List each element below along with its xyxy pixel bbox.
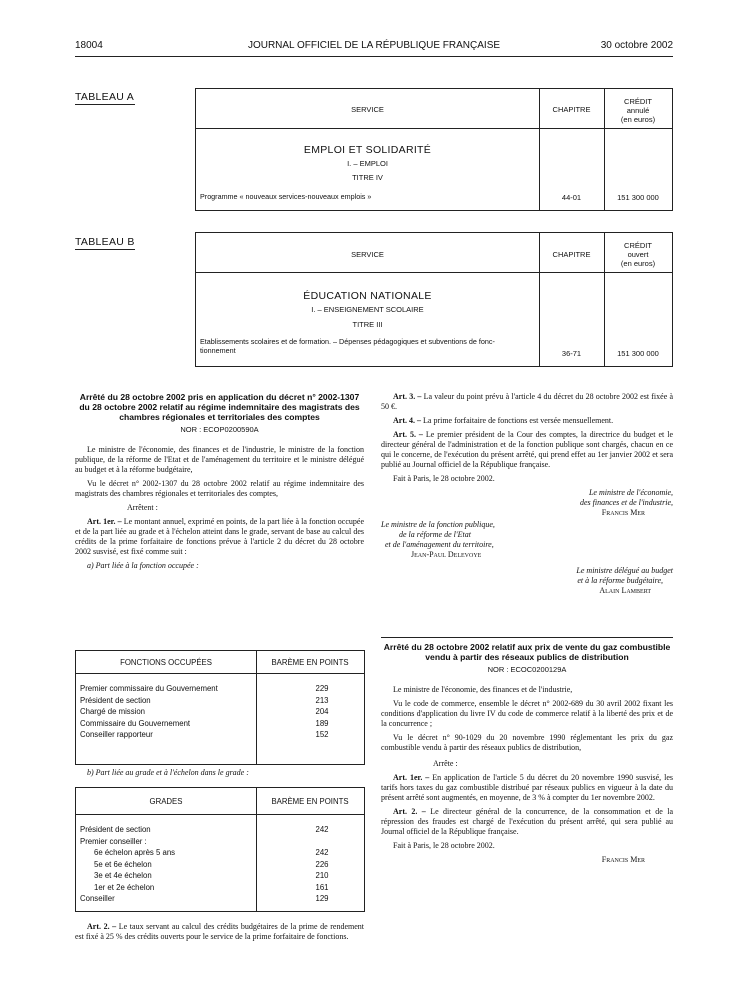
signature-line: Le ministre de l'économie, xyxy=(588,488,673,497)
chapitre-value: 44-01 xyxy=(561,193,582,202)
art-text: La prime forfaitaire de fonctions est versée mensuellement. xyxy=(423,416,614,425)
col-credit-line: (en euros) xyxy=(620,259,656,268)
arrete2-paragraph: Vu le code de commerce, ensemble le décret n° 2002-689 du 30 avril 2002 fixant les conditions d'application du livre IV du code de commerce relatif à la liberté des prix et de la concurrence ; xyxy=(381,699,673,728)
section-title: I. – ENSEIGNEMENT SCOLAIRE xyxy=(311,305,424,314)
arrete2 xyxy=(381,642,673,865)
ministry-title: ÉDUCATION NATIONALE xyxy=(303,290,432,302)
tableau-b-label: TABLEAU B xyxy=(75,236,135,248)
col-service: SERVICE xyxy=(351,250,384,259)
col-grades: GRADES xyxy=(149,797,183,806)
credit-value: 151 300 000 xyxy=(617,349,659,358)
right-column xyxy=(381,392,673,596)
row-label: Chargé de mission xyxy=(80,707,146,716)
art-label: Art. 4. – xyxy=(393,416,421,425)
row-points: 129 xyxy=(315,894,329,903)
art-text: Le taux servant au calcul des crédits budgétaires de la prime de rendement est fixé à 25 % des crédits ouverts pour le service de la prime forfaitaire de fonctions. xyxy=(75,922,365,941)
row-label: Commissaire du Gouvernement xyxy=(80,718,191,728)
table-row xyxy=(80,871,364,881)
art-label: Art. 1er. – xyxy=(393,773,430,782)
art-label: Art. 3. – xyxy=(393,392,422,401)
arrete1-art2 xyxy=(75,922,364,942)
col-credit-line: CRÉDIT xyxy=(624,97,652,106)
row-label: Premier conseiller : xyxy=(80,836,147,846)
table-row xyxy=(80,837,364,847)
row-points: 204 xyxy=(315,707,329,716)
signatory-name: Francis Mer xyxy=(601,508,645,517)
table-row xyxy=(80,707,364,717)
arrete2-arrete: Arrête : xyxy=(433,759,458,768)
art-text: La valeur du point prévu à l'article 4 du décret du 28 octobre 2002 est fixée à 50 €. xyxy=(381,392,673,411)
row-points: 213 xyxy=(315,695,329,705)
arrete1-fait: Fait à Paris, le 28 octobre 2002. xyxy=(393,474,495,483)
tableau-b xyxy=(195,232,673,367)
arrete1-nor: NOR : ECOP0200590A xyxy=(180,425,259,434)
table-row xyxy=(80,894,364,904)
table-row xyxy=(80,730,364,740)
row-points: 189 xyxy=(315,718,329,728)
art-text: Le directeur général de la concurrence, de la consommation et de la répression des fraudes est chargé de l'exécution du présent arrêté, qui sera publié au Journal officiel de la République française. xyxy=(381,807,673,836)
row-points: 242 xyxy=(315,825,329,834)
art-label: Art. 2. – xyxy=(87,922,117,931)
art-text: Le montant annuel, exprimé en points, de la part liée à la fonction occupée et de la part liée au grade et à l'échelon atteint dans le grade, servant de base au calcul des crédits de la prime forfaitaire de fonctions prévue à l'article 2 du décret du 28 octobre 2002 susvisé, est fixé comme suit : xyxy=(75,517,365,556)
row-points: 242 xyxy=(315,848,329,857)
col-service: SERVICE xyxy=(351,105,384,114)
signature-1 xyxy=(381,488,673,518)
titre-label: TITRE IV xyxy=(352,173,383,182)
program-text xyxy=(200,337,535,355)
row-label: 6e échelon après 5 ans xyxy=(94,848,176,857)
row-label: Conseiller xyxy=(80,894,115,903)
row-points: 226 xyxy=(315,859,329,869)
left-column xyxy=(75,392,364,575)
signatory-name: Alain Lambert xyxy=(599,586,651,595)
col-credit xyxy=(604,97,672,124)
row-label: 3e et 4e échelon xyxy=(94,871,152,880)
arrete1-arretent: Arrêtent : xyxy=(127,503,158,512)
col-fonctions: FONCTIONS OCCUPÉES xyxy=(120,658,212,667)
table-fonctions xyxy=(75,650,365,765)
header-date: 30 octobre 2002 xyxy=(600,40,673,51)
arrete2-paragraph: Le ministre de l'économie, des finances et de l'industrie, xyxy=(393,685,573,694)
page-number: 18004 xyxy=(75,40,103,51)
program-text: Programme « nouveaux services-nouveaux emplois » xyxy=(200,192,372,201)
arrete2-nor: NOR : ECOC0200129A xyxy=(487,665,567,674)
program-line: tionnement xyxy=(200,346,236,355)
arrete2-art1 xyxy=(381,773,673,803)
col-credit-line: (en euros) xyxy=(620,115,656,124)
part-b-label: b) Part liée au grade et à l'échelon dans le grade : xyxy=(87,768,249,777)
col-chapitre: CHAPITRE xyxy=(552,250,591,259)
row-points: 229 xyxy=(315,684,329,693)
page-header xyxy=(75,40,673,54)
table-grades xyxy=(75,787,365,912)
row-label: Président de section xyxy=(80,695,151,705)
arrete1-art1 xyxy=(75,517,364,557)
art-text: Le premier président de la Cour des comptes, la directrice du budget et le directeur général de l'administration et de la fonction publique sont chargés, chacun en ce qui le concerne, de l'exécution du présent arrêté, qui prend effet au 1er janvier 2002 et sera publié au Journal officiel de la République française. xyxy=(381,430,673,469)
arrete2-art2 xyxy=(381,807,673,837)
tableau-a xyxy=(195,88,673,211)
arrete1-art5 xyxy=(381,430,673,470)
arrete1-paragraph: Le ministre de l'économie, des finances et de l'industrie, le ministre de la fonction publique, de la réforme de l'Etat et de l'aménagement du territoire et le ministre délégué au budget et à la réforme budgétaire, xyxy=(75,445,364,474)
signature-line: Le ministre délégué au budget xyxy=(576,566,673,575)
arrete2-fait: Fait à Paris, le 28 octobre 2002. xyxy=(393,841,495,850)
titre-label: TITRE III xyxy=(352,320,383,329)
col-credit-line: CRÉDIT xyxy=(624,241,652,250)
table-row xyxy=(80,883,364,893)
col-chapitre: CHAPITRE xyxy=(552,105,591,114)
table-row xyxy=(80,825,364,835)
art-text: En application de l'article 5 du décret du 20 novembre 1990 susvisé, les tarifs hors taxes du gaz combustible distribué par réseaux publics en vigueur à la date du présent arrêté sont augmentés, en moyenne, de 3 % à compter du 1er novembre 2002. xyxy=(381,773,674,802)
signature-3 xyxy=(381,566,673,596)
row-points: 152 xyxy=(315,730,329,739)
chapitre-value: 36-71 xyxy=(561,349,582,358)
table-row xyxy=(80,860,364,870)
art-label: Art. 5. – xyxy=(393,430,423,439)
table-row xyxy=(80,719,364,729)
art-label: Art. 1er. – xyxy=(87,517,122,526)
col-credit-line: annulé xyxy=(626,106,650,115)
table-row xyxy=(80,848,364,858)
signature-line: et de l'aménagement du territoire, xyxy=(385,540,494,549)
signature-line: des finances et de l'industrie, xyxy=(579,498,673,507)
section-divider xyxy=(381,637,673,638)
program-line: Etablissements scolaires et de formation. – Dépenses pédagogiques et subventions de fonc- xyxy=(200,337,495,346)
row-label: Président de section xyxy=(80,825,151,834)
ministry-title: EMPLOI ET SOLIDARITÉ xyxy=(303,144,432,156)
art2-block xyxy=(75,922,364,946)
row-points: 210 xyxy=(315,871,329,880)
row-points: 161 xyxy=(315,882,329,892)
arrete2-title: Arrêté du 28 octobre 2002 relatif aux prix de vente du gaz combustible vendu à partir des réseaux publics de distribution xyxy=(383,642,671,662)
credit-value: 151 300 000 xyxy=(617,193,659,202)
signature-line: de la réforme de l'Etat xyxy=(399,530,471,539)
signatory-name: Francis Mer xyxy=(601,855,645,864)
arrete1-art4 xyxy=(381,416,673,426)
part-a-label: a) Part liée à la fonction occupée : xyxy=(87,561,199,570)
journal-title: JOURNAL OFFICIEL DE LA RÉPUBLIQUE FRANÇAISE xyxy=(247,40,501,51)
col-credit xyxy=(604,241,672,268)
signature-line: et à la réforme budgétaire, xyxy=(577,576,663,585)
part-b xyxy=(75,768,364,782)
col-bareme: BARÈME EN POINTS xyxy=(271,658,349,667)
table-row xyxy=(80,696,364,706)
header-rule xyxy=(75,56,673,57)
section-title: I. – EMPLOI xyxy=(347,159,388,168)
signatory-name: Jean-Paul Delevoye xyxy=(411,550,482,559)
arrete1-paragraph: Vu le décret n° 2002-1307 du 28 octobre 2002 relatif au régime indemnitaire des magistrats des chambres régionales et territoriales des comptes, xyxy=(75,479,364,498)
arrete2-paragraph: Vu le décret n° 90-1029 du 20 novembre 1990 réglementant les prix du gaz combustible vendu à partir des réseaux publics de distribution, xyxy=(381,733,673,752)
signature-2 xyxy=(381,520,673,560)
signature-line: Le ministre de la fonction publique, xyxy=(381,520,495,529)
table-row xyxy=(80,684,364,694)
art-label: Art. 2. – xyxy=(393,807,426,816)
row-label: 1er et 2e échelon xyxy=(94,882,155,892)
row-label: Premier commissaire du Gouvernement xyxy=(80,684,218,693)
arrete1-title: Arrêté du 28 octobre 2002 pris en application du décret n° 2002-1307 du 28 octobre 2002 relatif au régime indemnitaire des magistrats des chambres régionales et territoriales des comptes xyxy=(79,392,360,422)
arrete1-art3 xyxy=(381,392,673,412)
row-label: 5e et 6e échelon xyxy=(94,859,152,869)
col-bareme: BARÈME EN POINTS xyxy=(271,797,349,806)
col-credit-line: ouvert xyxy=(627,250,649,259)
row-label: Conseiller rapporteur xyxy=(80,730,153,739)
tableau-a-label: TABLEAU A xyxy=(75,91,135,103)
